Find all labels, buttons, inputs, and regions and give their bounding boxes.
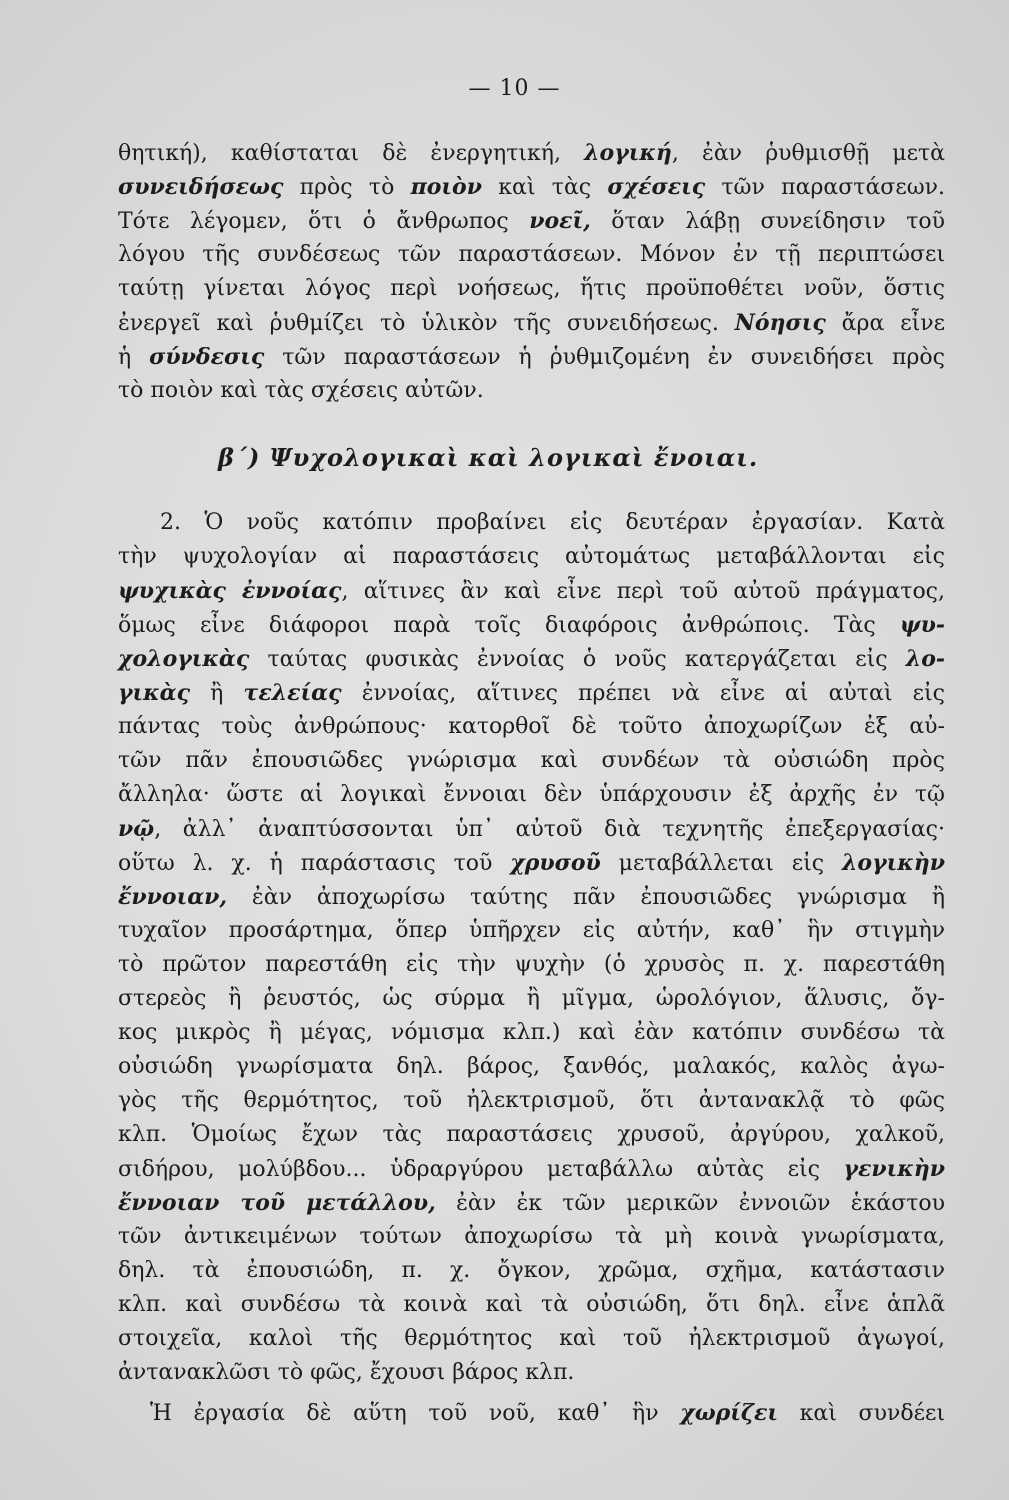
text-run: μεταβάλλεται εἰς [600,851,842,876]
emphasized-text: ἔννοιαν τοῦ μετάλλου, [118,1190,436,1216]
emphasized-text: χολογικὰς [118,646,250,672]
emphasized-text: ψυ- [899,612,945,638]
emphasized-text: ψυχικὰς ἐννοίας [118,578,342,604]
emphasized-text: λογικὴν [841,850,945,876]
text-line [118,608,945,642]
text-line [118,1356,945,1390]
text-run: τὴν ψυχολογίαν αἱ παραστάσεις αὐτομάτως μεταβάλλονται εἰς [118,544,945,569]
text-run: ἡ [118,345,150,370]
text-run: λόγου τῆς συνδέσεως τῶν παραστάσεων. Μόνον ἐν τῇ περιπτώσει [118,242,945,267]
paragraph-3 [118,1396,945,1430]
text-run: Τότε λέγομεν, ὅτι ὁ ἄνθρωπος [118,209,530,234]
text-run: ταύτῃ γίνεται λόγος περὶ νοήσεως, ἥτις προϋποθέτει νοῦν, ὅστις [118,276,945,301]
text-line [118,1118,945,1152]
text-run: ταύτας φυσικὰς ἐννοίας ὁ νοῦς κατεργάζεται εἰς [249,647,906,672]
text-run: ὅταν λάβῃ συνείδησιν τοῦ [590,209,945,234]
text-line [118,1050,945,1084]
emphasized-text: γικὰς [118,680,190,706]
text-run: ἀντανακλῶσι τὸ φῶς, ἔχουσι βάρος κλπ. [118,1360,575,1385]
emphasized-text: νῷ [118,816,155,842]
emphasized-text: χρυσοῦ [510,850,601,876]
emphasized-text: Νόησις [734,310,826,336]
text-line [118,710,945,744]
emphasized-text: λο- [905,646,945,672]
text-run: ἐνεργεῖ καὶ ῥυθμίζει τὸ ὑλικὸν τῆς συνειδήσεως. [118,311,735,336]
text-run: οὐσιώδη γνωρίσματα δηλ. βάρος, ξανθός, μαλακός, καλὸς ἀγω- [118,1054,945,1079]
text-run: Ἡ ἐργασία δὲ αὕτη τοῦ νοῦ, καθ᾽ ἣν [150,1401,681,1426]
text-line [118,506,945,540]
text-line [118,1186,945,1220]
text-run: πρὸς τὸ [283,175,411,200]
text-line [118,1396,945,1430]
text-run: τὸ πρῶτον παρεστάθη εἰς τὴν ψυχὴν (ὁ χρυσὸς π. χ. παρεστάθη [118,952,945,977]
text-line [118,948,945,982]
text-run: σιδήρου, μολύβδου... ὑδραργύρου μεταβάλλω αὐτὰς εἰς [118,1157,844,1182]
text-run: στερεὸς ἢ ῥευστός, ὡς σύρμα ἢ μῖγμα, ὡρολόγιον, ἅλυσις, ὄγ- [118,986,945,1011]
emphasized-text: σύνδεσις [149,344,265,370]
text-run: , ἀλλ᾽ ἀναπτύσσονται ὑπ᾽ αὐτοῦ διὰ τεχνητῆς ἐπεξεργασίας· [154,817,945,842]
text-line [118,306,945,340]
text-line [118,1084,945,1118]
text-run: καὶ τὰς [481,175,608,200]
text-line [118,1152,945,1186]
text-run: τῶν πᾶν ἐπουσιῶδες γνώρισμα καὶ συνδέων τὰ οὐσιώδη πρὸς [118,748,945,773]
paragraph-2 [118,506,945,1390]
text-run: τῶν παραστάσεων. [705,175,946,200]
text-line [118,540,945,574]
text-line [118,1288,945,1322]
text-line [118,642,945,676]
text-run: κλπ. καὶ συνδέσω τὰ κοινὰ καὶ τὰ οὐσιώδη, ὅτι δηλ. εἶνε ἁπλᾶ [118,1292,945,1317]
emphasized-text: σχέσεις [607,174,706,200]
text-line [118,170,945,204]
text-run: στοιχεῖα, καλοὶ τῆς θερμότητος καὶ τοῦ ἠλεκτρισμοῦ ἀγωγοί, [118,1326,945,1351]
emphasized-text: τελείας [243,680,342,706]
text-run: ἢ [189,681,244,706]
text-run: ἐὰν ἀποχωρίσω ταύτης πᾶν ἐπουσιῶδες γνώρισμα ἢ [227,885,945,910]
emphasized-text: λογική [584,140,672,166]
text-line [118,676,945,710]
emphasized-text: ἔννοιαν, [118,884,228,910]
text-line [118,812,945,846]
text-line [118,1254,945,1288]
text-line [118,1322,945,1356]
text-line [118,982,945,1016]
text-run: κος μικρὸς ἢ μέγας, νόμισμα κλπ.) καὶ ἐὰν κατόπιν συνδέσω τὰ [118,1020,945,1045]
text-run: ἐὰν ἐκ τῶν μερικῶν ἐννοιῶν ἑκάστου [435,1191,946,1216]
text-line [118,744,945,778]
text-run: καὶ συνδέει [777,1401,945,1426]
text-run: τῶν παραστάσεων ἡ ῥυθμιζομένη ἐν συνειδήσει πρὸς [264,345,945,370]
text-line [118,1016,945,1050]
text-line [118,880,945,914]
text-run: θητική), καθίσταται δὲ ἐνεργητική, [118,141,585,166]
section-heading: β΄) Ψυχολογικαὶ καὶ λογικαὶ ἔνοιαι. [218,443,759,472]
text-run: δηλ. τὰ ἐπουσιώδη, π. χ. ὄγκον, χρῶμα, σχῆμα, κατάστασιν [118,1258,945,1283]
text-run: ἄρα εἶνε [825,311,945,336]
emphasized-text: συνειδήσεως [118,174,284,200]
text-run: , αἵτινες ἂν καὶ εἶνε περὶ τοῦ αὐτοῦ πράγματος, [341,579,946,604]
text-run: ἄλληλα· ὥστε αἱ λογικαὶ ἔννοιαι δὲν ὑπάρχουσιν ἐξ ἀρχῆς ἐν τῷ [118,782,945,807]
emphasized-text: χωρίζει [680,1400,778,1426]
text-run: ἐννοίας, αἵτινες πρέπει νὰ εἶνε αἱ αὐταὶ εἰς [341,681,945,706]
emphasized-text: νοεῖ, [529,208,591,234]
text-line [118,846,945,880]
text-run: τυχαῖον προσάρτημα, ὅπερ ὑπῆρχεν εἰς αὐτήν, καθ᾽ ἣν στιγμὴν [118,918,945,943]
text-run: κλπ. Ὁμοίως ἔχων τὰς παραστάσεις χρυσοῦ, ἀργύρου, χαλκοῦ, [118,1122,945,1147]
paragraph-1 [118,136,945,408]
text-run: οὕτω λ. χ. ἡ παράστασις τοῦ [118,851,511,876]
text-run: ὅμως εἶνε διάφοροι παρὰ τοῖς διαφόροις ἀνθρώποις. Τὰς [118,613,900,638]
text-run: πάντας τοὺς ἀνθρώπους· κατορθοῖ δὲ τοῦτο ἀποχωρίζων ἐξ αὐ- [118,714,945,739]
text-line [118,204,945,238]
text-line [118,238,945,272]
page-number: — 10 — [468,76,561,101]
emphasized-text: ποιὸν [410,174,482,200]
text-run: τὸ ποιὸν καὶ τὰς σχέσεις αὐτῶν. [118,378,484,403]
text-line [118,136,945,170]
text-line [118,778,945,812]
text-run: τῶν ἀντικειμένων τούτων ἀποχωρίσω τὰ μὴ κοινὰ γνωρίσματα, [118,1224,945,1249]
text-line [118,272,945,306]
emphasized-text: γενικὴν [843,1156,945,1182]
text-line [118,1220,945,1254]
text-run: 2. Ὁ νοῦς κατόπιν προβαίνει εἰς δευτέραν ἐργασίαν. Κατὰ [160,510,945,535]
text-line [118,340,945,374]
text-line [118,914,945,948]
text-line [118,574,945,608]
text-line [118,374,945,408]
text-run: γὸς τῆς θερμότητος, τοῦ ἠλεκτρισμοῦ, ὅτι ἀντανακλᾷ τὸ φῶς [118,1088,945,1113]
text-run: , ἐὰν ῥυθμισθῇ μετὰ [671,141,945,166]
